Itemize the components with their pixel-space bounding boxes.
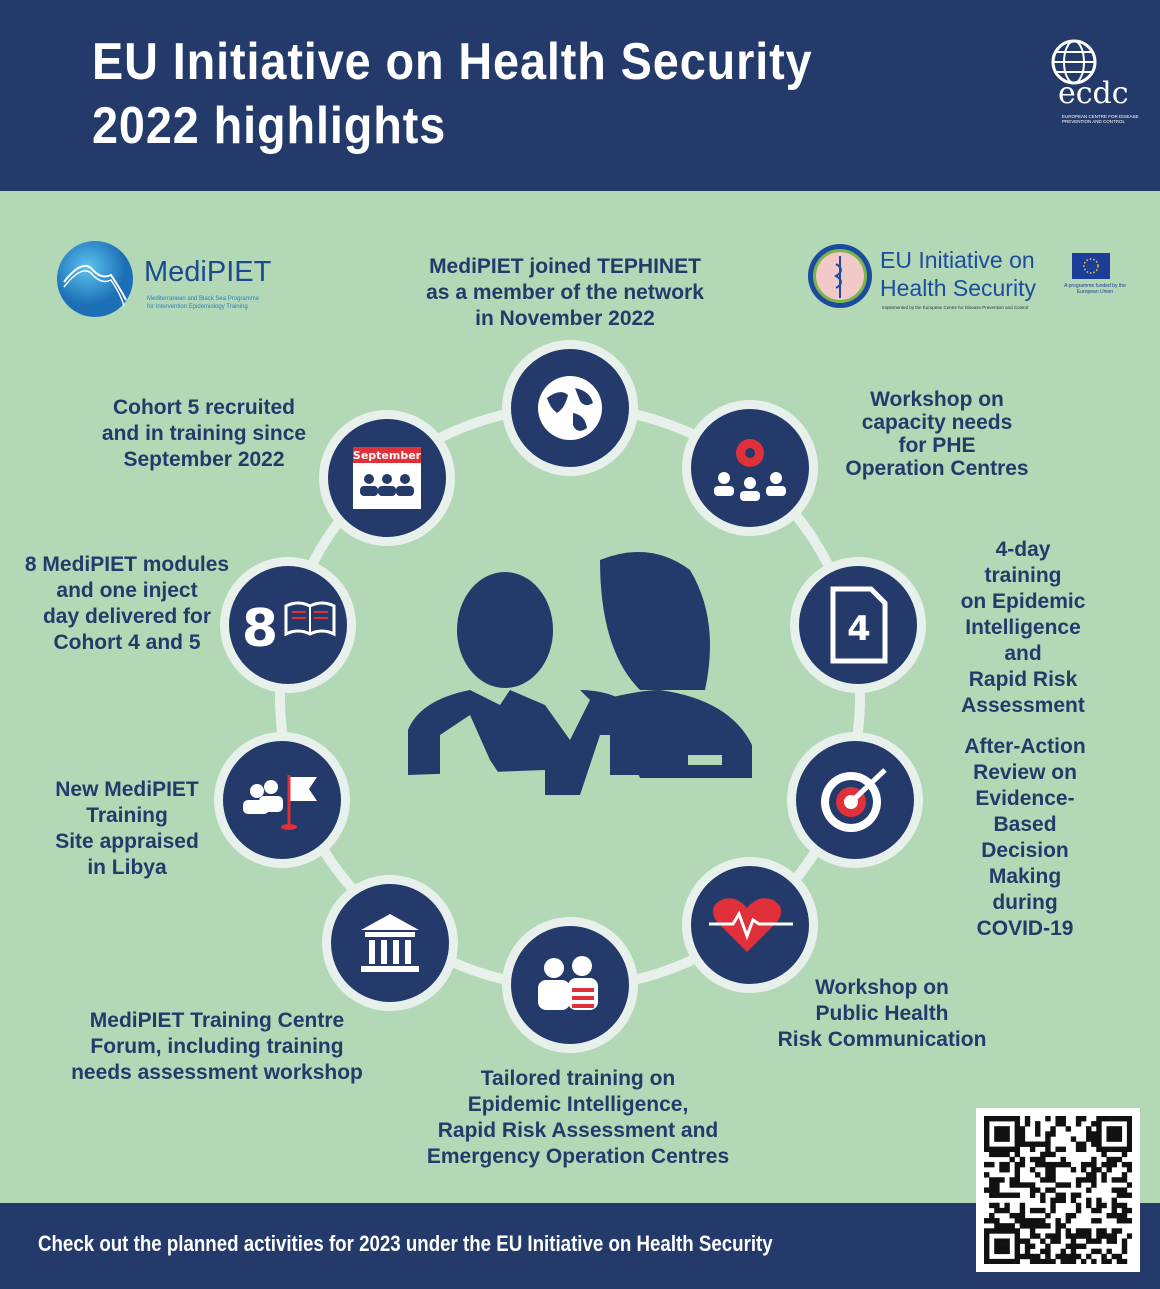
euhs-line-2: Health Security xyxy=(880,275,1036,301)
highlight-text-libya xyxy=(55,777,199,881)
highlight-label: Tailored training on Epidemic Intelligence, Rapid Risk Assessment and Emergency Operation Centres xyxy=(426,1067,730,1168)
highlight-text-tailored xyxy=(427,1066,729,1170)
medipiet-subtitle: Mediterranean and Black Sea Programme for Intervention Epidemiology Training xyxy=(147,296,260,310)
highlight-label: New MediPIET Training Site appraised in Libya xyxy=(55,778,199,879)
footer-link-text[interactable]: Check out the planned activities for 2023 under the EU Initiative on Health Security xyxy=(38,1231,773,1256)
highlight-label: 4-day training on Epidemic Intelligence and Rapid Risk Assessment xyxy=(960,538,1086,717)
highlight-label: MediPIET Training Centre Forum, including training needs assessment workshop xyxy=(71,1009,363,1084)
after-action-node xyxy=(787,732,923,868)
highlight-label: Workshop on Public Health Risk Communication xyxy=(777,976,987,1051)
highlight-label: Cohort 5 recruited and in training since September 2022 xyxy=(101,396,307,471)
globe-icon xyxy=(535,373,605,443)
workshop-node xyxy=(682,400,818,536)
people-flag-icon xyxy=(237,765,327,835)
institution-icon xyxy=(355,908,425,978)
euhs-line-1: EU Initiative on xyxy=(880,247,1035,273)
risk-communication-node xyxy=(682,857,818,993)
highlight-text-4day xyxy=(955,537,1092,719)
highlight-label: 8 MediPIET modules and one inject day delivered for Cohort 4 and 5 xyxy=(24,553,230,654)
eight-label: 8 xyxy=(241,599,279,659)
calendar-month-label: September xyxy=(352,449,422,462)
heartbeat-icon xyxy=(705,890,795,960)
people-book-icon xyxy=(530,950,610,1020)
highlight-label: Workshop on capacity needs for PHE Operation Centres xyxy=(845,388,1029,480)
highlight-text-phe-workshop xyxy=(845,388,1028,480)
qr-code-icon xyxy=(984,1116,1132,1264)
euhs-subtitle: Implemented by the European Centre for Disease Prevention and Control xyxy=(882,305,1029,310)
highlight-text-riskcomm xyxy=(778,975,987,1053)
highlight-text-tephinet xyxy=(426,254,704,332)
highlight-text-aar xyxy=(958,734,1093,942)
four-day-training-node xyxy=(790,557,926,693)
training-centre-forum-node xyxy=(322,875,458,1011)
eu-funding-note: A programme funded by the European Union xyxy=(1064,283,1126,295)
medipiet-name: MediPIET xyxy=(144,256,272,288)
four-label: 4 xyxy=(847,609,871,649)
modules-node xyxy=(220,557,356,693)
highlight-text-forum xyxy=(71,1008,363,1086)
highlight-text-modules xyxy=(25,552,229,656)
title-line-1: EU Initiative on Health Security xyxy=(92,33,813,91)
qr-code[interactable] xyxy=(976,1108,1140,1272)
highlight-label: After-Action Review on Evidence-Based Decision Making during COVID-19 xyxy=(964,735,1086,940)
highlight-label: MediPIET joined TEPHINET as a member of the network in November 2022 xyxy=(426,255,704,330)
calendar-icon xyxy=(349,443,425,513)
cohort5-node xyxy=(319,410,455,546)
people-illustration xyxy=(408,552,752,795)
ecdc-wordmark: ecdc xyxy=(1058,76,1129,111)
eight-book-icon xyxy=(240,590,336,660)
highlight-text-cohort5 xyxy=(102,395,306,473)
tailored-training-node xyxy=(502,917,638,1053)
globe-node xyxy=(502,340,638,476)
title-line-2: 2022 highlights xyxy=(92,97,447,155)
libya-site-node xyxy=(214,732,350,868)
ecdc-subtitle: EUROPEAN CENTRE FOR DISEASE PREVENTION AND CONTROL xyxy=(1062,114,1139,124)
document-4-icon xyxy=(823,585,893,665)
target-icon xyxy=(817,762,893,838)
gear-people-icon xyxy=(710,433,790,503)
